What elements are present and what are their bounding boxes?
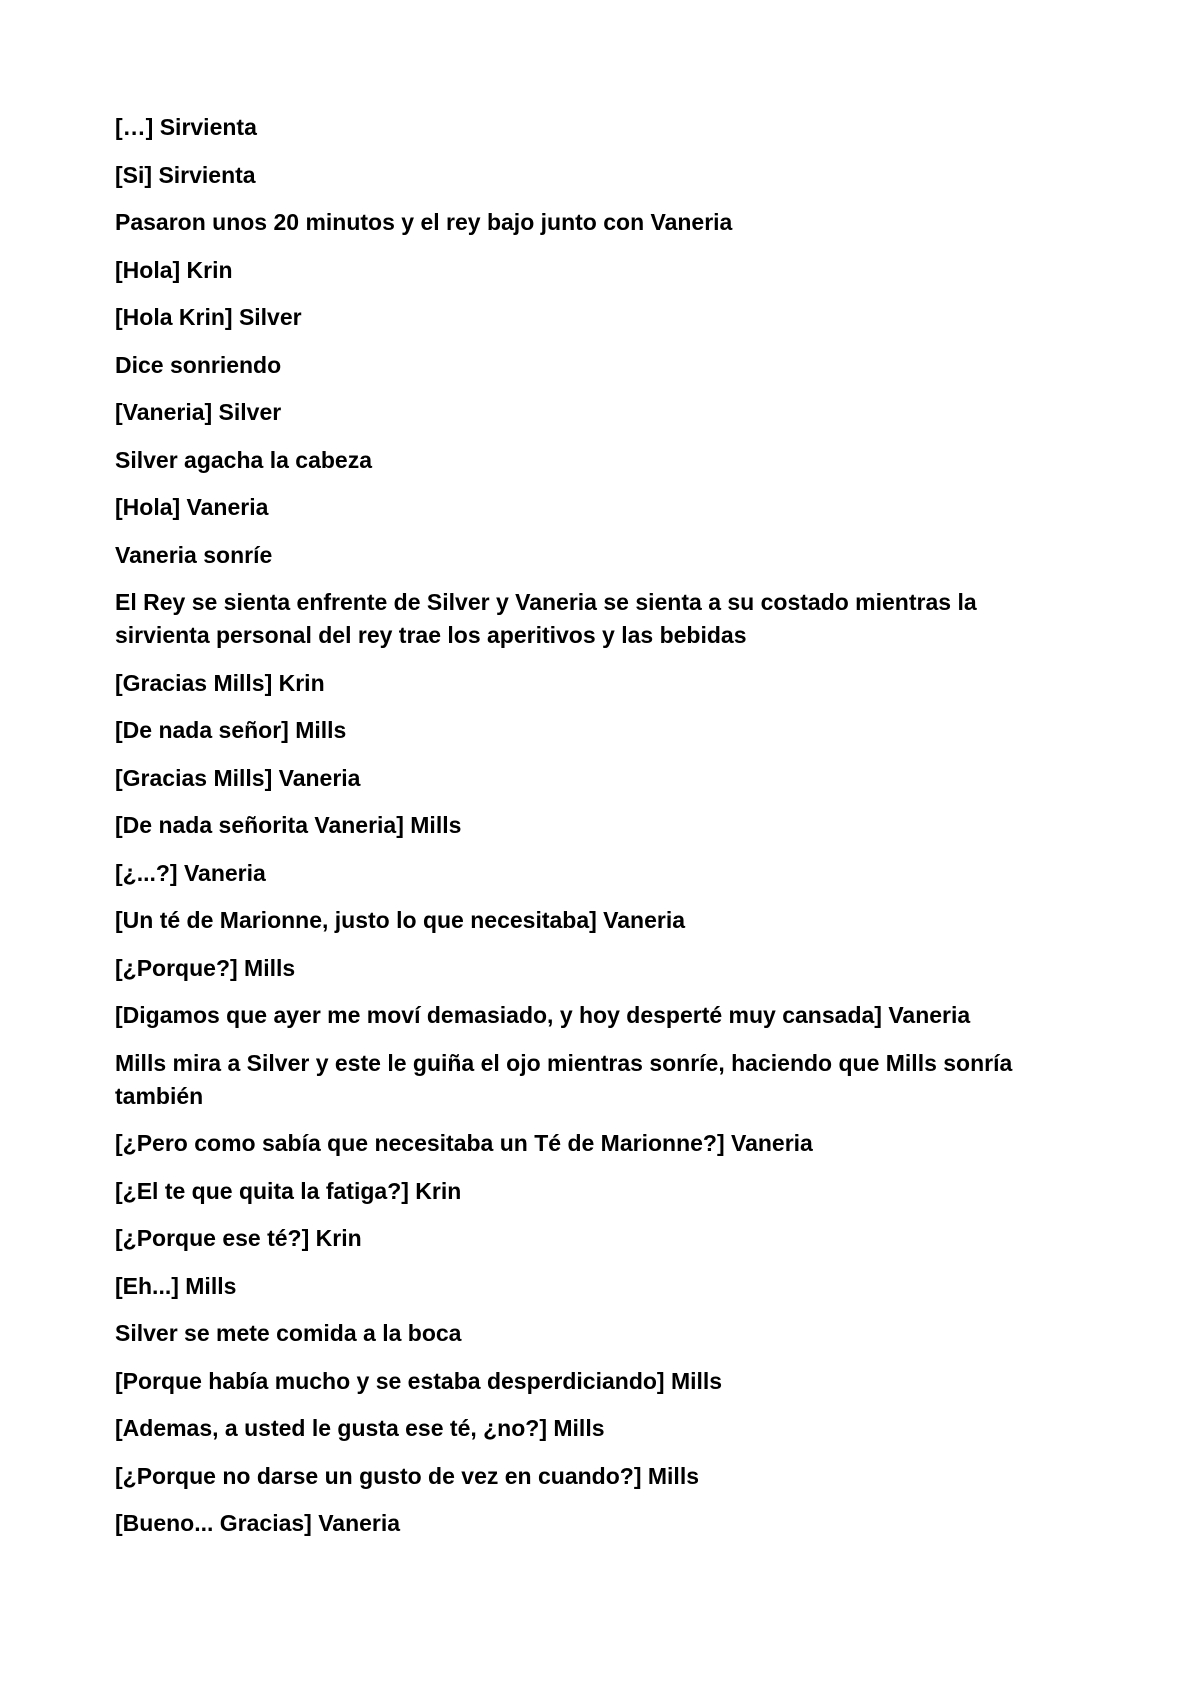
- text-line: [¿...?] Vaneria: [115, 859, 266, 886]
- text-line: Dice sonriendo: [115, 351, 282, 378]
- text-line: [De nada señor] Mills: [115, 717, 347, 743]
- text-line: [Porque había mucho y se estaba desperdiciando] Mills: [115, 1367, 723, 1394]
- text-line: [Bueno... Gracias] Vaneria: [115, 1510, 401, 1536]
- text-line: [¿Porque?] Mills: [115, 954, 296, 981]
- text-line: [Hola Krin] Silver: [115, 304, 302, 330]
- text-line: [Si] Sirvienta: [115, 161, 256, 188]
- text-line: Silver se mete comida a la boca: [115, 1320, 462, 1346]
- document-body: [115, 111, 1075, 1555]
- text-line: [¿El te que quita la fatiga?] Krin: [115, 1177, 462, 1204]
- text-line: [Gracias Mills] Vaneria: [115, 764, 361, 791]
- text-line: […] Sirvienta: [115, 114, 257, 140]
- text-line: [¿Porque ese té?] Krin: [115, 1225, 362, 1251]
- text-line: [De nada señorita Vaneria] Mills: [115, 812, 462, 838]
- text-line: Vaneria sonríe: [115, 541, 273, 568]
- text-line: Silver agacha la cabeza: [115, 446, 372, 473]
- text-line: [Digamos que ayer me moví demasiado, y hoy desperté muy cansada] Vaneria: [115, 1002, 971, 1028]
- text-line: [¿Porque no darse un gusto de vez en cuando?] Mills: [115, 1462, 699, 1489]
- text-line: El Rey se sienta enfrente de Silver y Vaneria se sienta a su costado mientras la sirvienta personal del rey trae los aperitivos y las bebidas: [115, 589, 977, 648]
- text-line: [Hola] Vaneria: [115, 494, 269, 520]
- text-line: Mills mira a Silver y este le guiña el ojo mientras sonríe, haciendo que Mills sonría también: [115, 1049, 1013, 1109]
- text-line: [¿Pero como sabía que necesitaba un Té de Marionne?] Vaneria: [115, 1130, 813, 1156]
- text-line: Pasaron unos 20 minutos y el rey bajo junto con Vaneria: [115, 209, 733, 235]
- text-line: [Un té de Marionne, justo lo que necesitaba] Vaneria: [115, 907, 686, 933]
- text-line: [Eh...] Mills: [115, 1272, 237, 1299]
- text-line: [Gracias Mills] Krin: [115, 669, 325, 696]
- text-line: [Vaneria] Silver: [115, 399, 282, 425]
- text-line: [Ademas, a usted le gusta ese té, ¿no?] Mills: [115, 1415, 605, 1441]
- text-line: [Hola] Krin: [115, 256, 233, 283]
